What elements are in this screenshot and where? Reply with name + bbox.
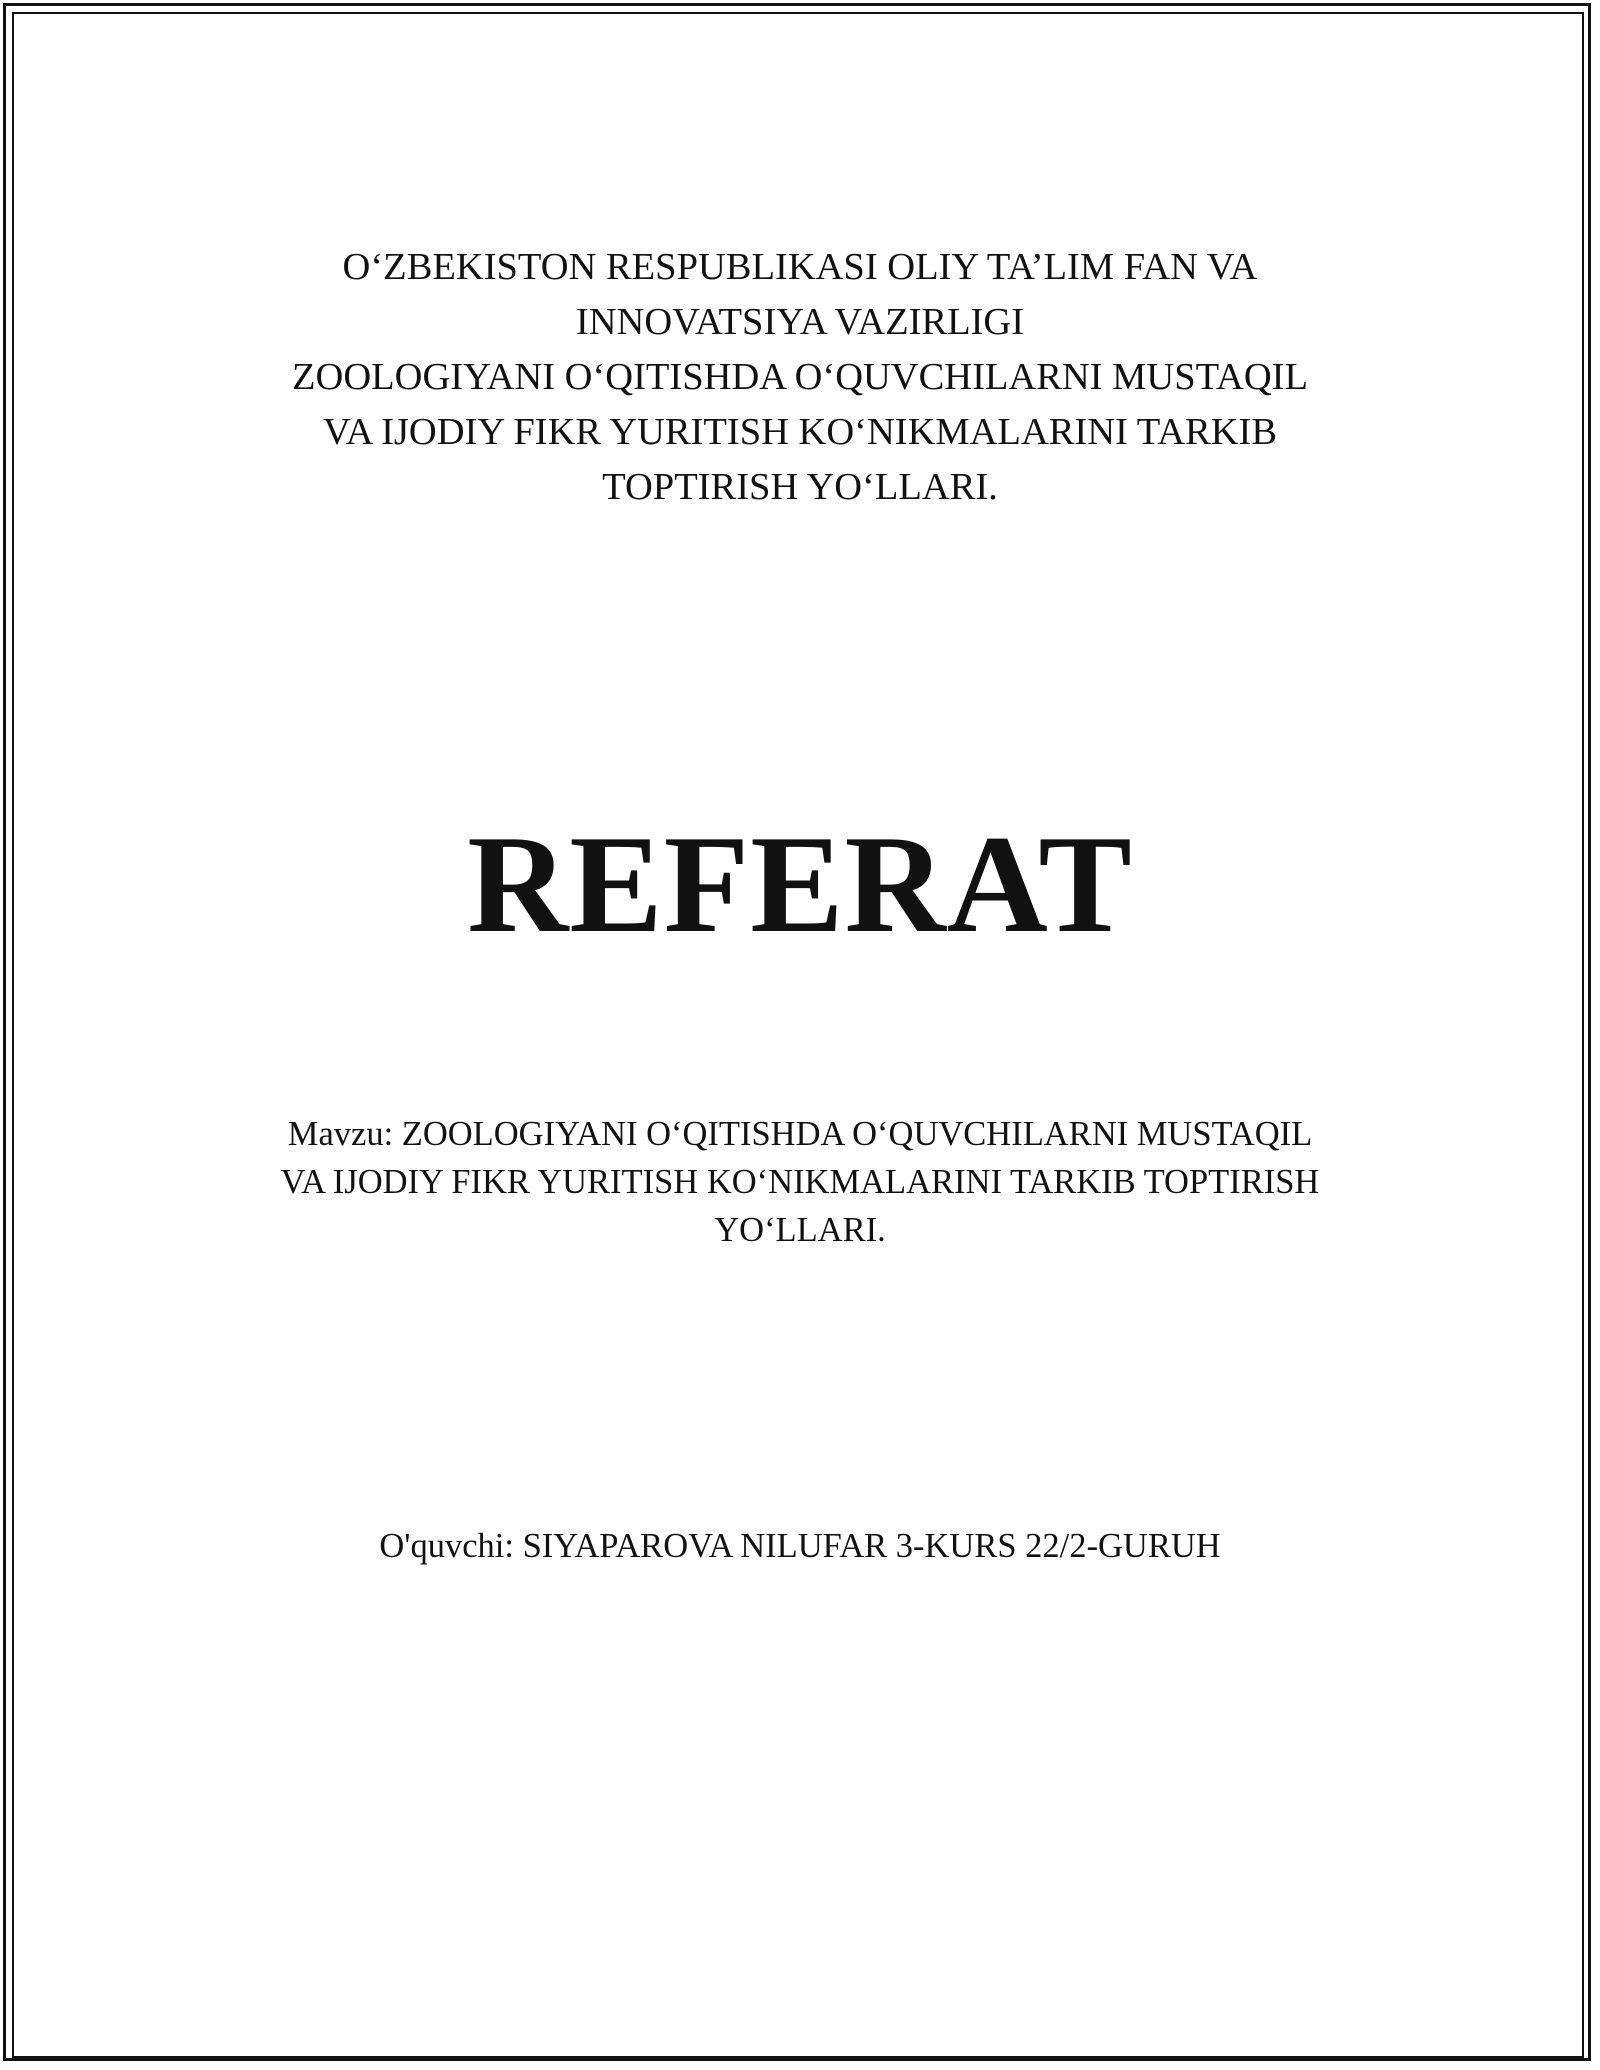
header-line: VA IJODIY FIKR YURITISH KO‘NIKMALARINI TARKIB — [322, 411, 1278, 453]
header-line: TOPTIRISH YO‘LLARI. — [602, 466, 998, 508]
header-line: O‘ZBEKISTON RESPUBLIKASI OLIY TA’LIM FAN VA — [342, 246, 1258, 288]
document-title: REFERAT — [467, 807, 1133, 962]
ministry-header — [0, 240, 1600, 515]
topic-line: Mavzu: ZOOLOGIYANI O‘QITISHDA O‘QUVCHILARNI MUSTAQIL — [287, 1115, 1313, 1153]
header-line: INNOVATSIYA VAZIRLIGI — [575, 301, 1025, 343]
topic-section — [0, 1110, 1600, 1254]
topic-line: VA IJODIY FIKR YURITISH KO‘NIKMALARINI TARKIB TOPTIRISH — [280, 1163, 1320, 1201]
header-line: ZOOLOGIYANI O‘QITISHDA O‘QUVCHILARNI MUSTAQIL — [292, 356, 1308, 398]
topic-line: YO‘LLARI. — [714, 1211, 886, 1249]
student-info: O'quvchi: SIYAPAROVA NILUFAR 3-KURS 22/2-GURUH — [379, 1527, 1221, 1565]
